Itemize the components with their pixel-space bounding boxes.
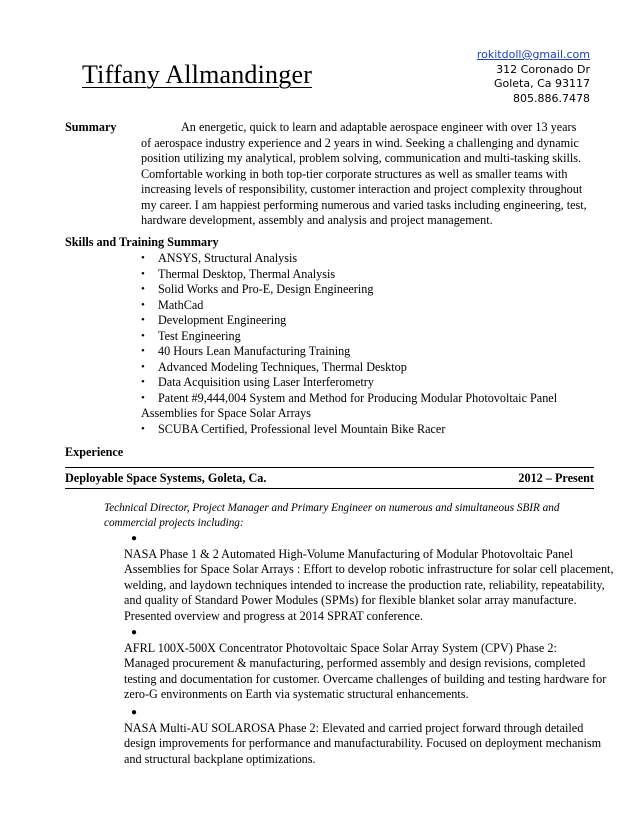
project-line <box>124 624 589 656</box>
phone-number: 805.886.7478 <box>513 91 590 105</box>
section-divider <box>65 467 594 468</box>
project-line: Presented overview and progress at 2014 SPRAT conference. <box>124 608 423 623</box>
skill-text: Patent #9,444,004 System and Method for Producing Modular Photovoltaic Panel <box>158 390 558 405</box>
summary-line: increasing levels of responsibility, customer interaction and project complexity throughout <box>141 182 583 196</box>
street-address: 312 Coronado Dr <box>496 62 590 76</box>
skill-text: Development Engineering <box>158 313 287 327</box>
skill-item <box>141 422 601 438</box>
project-line: zero-G environments on Earth via systematic structural enhancements. <box>124 687 469 701</box>
employment-dates: 2012 – Present <box>518 471 594 485</box>
role-line: Technical Director, Project Manager and Primary Engineer on numerous and simultaneous SBIR and <box>104 502 560 514</box>
section-divider <box>65 488 594 489</box>
skill-item <box>141 313 601 329</box>
skill-item <box>141 360 601 376</box>
summary-line: of aerospace industry experience and 2 years in wind. Seeking a challenging and dynamic <box>141 135 579 150</box>
skill-text: SCUBA Certified, Professional level Mountain Bike Racer <box>158 421 446 436</box>
bullet-icon: ● <box>131 627 138 638</box>
company-name: Deployable Space Systems, Goleta, Ca. <box>65 471 267 485</box>
project-title: AFRL 100X-500X Concentrator Photovoltaic Space Solar Array System (CPV) Phase 2: <box>124 640 557 655</box>
project-line: Managed procurement & manufacturing, performed assembly and design revisions, completed <box>124 656 586 670</box>
skill-text: Solid Works and Pro-E, Design Engineering <box>158 282 374 296</box>
project-line: testing and documentation for customer. Overcame challenges of building and testing hardware for <box>124 671 607 686</box>
project-line <box>124 530 589 562</box>
skill-item <box>141 251 601 267</box>
skill-text-continuation: Assemblies for Space Solar Arrays <box>141 406 311 420</box>
skill-item <box>141 282 601 298</box>
summary-line: An energetic, quick to learn and adaptable aerospace engineer with over 13 years <box>181 120 577 134</box>
summary-line: position utilizing my analytical, problem solving, communication and multi-tasking skills. <box>141 151 582 165</box>
contact-block <box>477 48 590 106</box>
summary-line: Comfortable working in both top-tier corporate structures as well as smaller teams with <box>141 166 568 181</box>
bullet-icon: ● <box>131 533 138 544</box>
summary-line: hardware development, assembly and analysis and project management. <box>141 213 493 227</box>
skill-text: MathCad <box>158 297 204 312</box>
summary-heading: Summary <box>65 120 117 134</box>
skill-item <box>141 344 601 360</box>
project-title: NASA Multi-AU SOLAROSA Phase 2: Elevated and carried project forward through detailed <box>124 720 584 735</box>
summary-text <box>141 136 591 229</box>
skill-text: ANSYS, Structural Analysis <box>158 251 298 265</box>
project-entry <box>124 624 607 703</box>
project-entry <box>124 704 602 767</box>
applicant-name: Tiffany Allmandinger <box>82 60 313 89</box>
skills-heading: Skills and Training Summary <box>65 235 219 249</box>
city-state-zip: Goleta, Ca 93117 <box>493 77 590 90</box>
project-title: NASA Phase 1 & 2 Automated High-Volume Manufacturing of Modular Photovoltaic Panel <box>124 546 573 561</box>
skill-item <box>141 267 601 283</box>
experience-heading: Experience <box>65 445 124 459</box>
skill-text: 40 Hours Lean Manufacturing Training <box>158 344 351 358</box>
project-line: Assemblies for Space Solar Arrays : Effort to develop robotic infrastructure for solar cell placement, <box>124 562 614 576</box>
skill-text: Thermal Desktop, Thermal Analysis <box>158 266 336 281</box>
role-line: commercial projects including: <box>104 517 244 529</box>
email-link[interactable]: rokitdoll@gmail.com <box>476 48 590 61</box>
skill-item <box>141 375 601 391</box>
project-line: design improvements for performance and manufacturability. Focused on deployment mechanism <box>124 736 602 750</box>
skill-item <box>141 329 601 345</box>
skill-item <box>141 298 601 314</box>
project-entry <box>124 530 614 624</box>
role-description <box>104 501 589 531</box>
project-line: and structural backplane optimizations. <box>124 751 316 766</box>
skills-list <box>141 251 601 437</box>
bullet-icon: ● <box>131 707 138 718</box>
summary-line: my career. I am happiest performing numerous and varied tasks including engineering, test, <box>141 197 587 212</box>
project-line <box>124 704 589 736</box>
project-line: welding, and laydown techniques intended to increase the production rate, reliability, repeatability, <box>124 577 605 592</box>
skill-item <box>141 391 601 422</box>
skill-text: Advanced Modeling Techniques, Thermal Desktop <box>158 359 407 374</box>
skill-text: Test Engineering <box>158 328 241 343</box>
project-line: and quality of Standard Power Modules (SPMs) for flexible blanket solar array manufacture. <box>124 593 577 607</box>
skill-text: Data Acquisition using Laser Interferometry <box>158 375 374 389</box>
